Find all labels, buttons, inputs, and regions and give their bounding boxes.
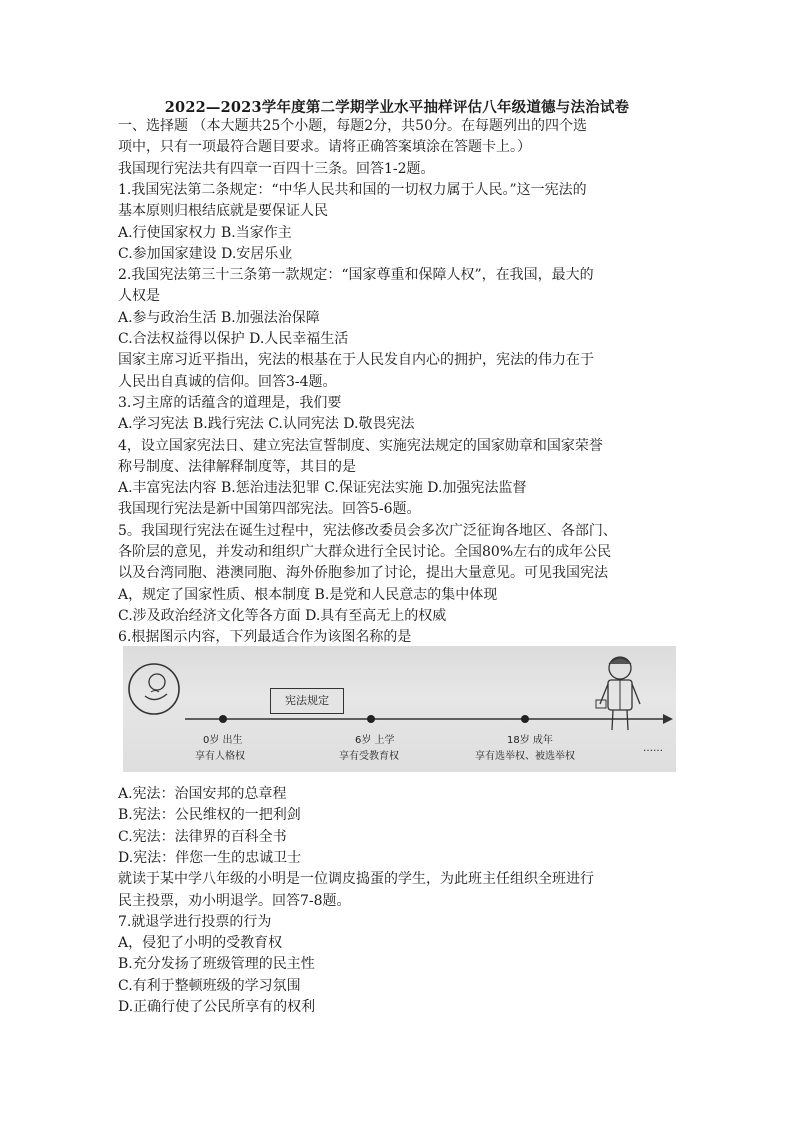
text-line: 基本原则归根结底就是要保证人民	[118, 203, 328, 220]
text-line: 人民出自真诚的信仰。回答3-4题。	[118, 373, 337, 390]
text-line: C.参加国家建设 D.安居乐业	[118, 245, 293, 262]
text-line: 5。我国现行宪法在诞生过程中，宪法修改委员会多次广泛征询各地区、各部门、	[118, 522, 617, 539]
stage-right-birth: 享有人格权	[195, 751, 245, 762]
text-line: 4，设立国家宪法日、建立宪法宣誓制度、实施宪法规定的国家勋章和国家荣誉	[118, 437, 603, 454]
text-line: 7.就退学进行投票的行为	[118, 913, 272, 930]
text-line: A，规定了国家性质、根本制度 B.是党和人民意志的集中体现	[118, 586, 498, 603]
text-line: 项中，只有一项最符合题目要求。请将正确答案填涂在答题卡上。）	[118, 139, 531, 156]
text-line: A.行使国家权力 B.当家作主	[118, 224, 292, 241]
text-line: 民主投票，劝小明退学。回答7-8题。	[118, 892, 351, 909]
stage-right-adult: 享有选举权、被选举权	[475, 751, 575, 762]
stage-age-birth: 0岁 出生	[203, 735, 243, 746]
text-line: 2.我国宪法第三十三条第一款规定：“国家尊重和保障人权”，在我国，最大的	[118, 267, 594, 284]
text-line: 我国现行宪法共有四章一百四十三条。回答1-2题。	[118, 160, 435, 177]
text-line: C.宪法：法律界的百科全书	[118, 828, 287, 845]
text-line: 国家主席习近平指出，宪法的根基在于人民发自内心的拥护，宪法的伟力在于	[118, 352, 594, 369]
text-line: 6.根据图示内容，下列最适合作为该图名称的是	[118, 629, 412, 646]
text-line: 称号制度、法律解释制度等，其目的是	[118, 458, 356, 475]
timeline-arrow-head	[663, 714, 673, 724]
stage-dot-adult	[521, 715, 529, 723]
exam-title: 2022—2023学年度第二学期学业水平抽样评估八年级道德与法治试卷	[164, 99, 630, 116]
text-line: C.有利于整顿班级的学习氛围	[118, 977, 301, 994]
text-line: 1.我国宪法第二条规定：“中华人民共和国的一切权力属于人民。”这一宪法的	[118, 181, 587, 198]
text-line: 以及台湾同胞、港澳同胞、海外侨胞参加了讨论，提出大量意见。可见我国宪法	[118, 565, 608, 582]
text-line: 各阶层的意见，并发动和组织广大群众进行全民讨论。全国80%左右的成年公民	[118, 544, 612, 560]
text-line: A.学习宪法 B.践行宪法 C.认同宪法 D.敬畏宪法	[118, 416, 415, 433]
text-line: A.宪法：治国安邦的总章程	[118, 786, 287, 802]
text-line: A，侵犯了小明的受教育权	[118, 935, 283, 952]
text-line: 我国现行宪法是新中国第四部宪法。回答5-6题。	[118, 501, 421, 518]
timeline-ellipsis: ……	[643, 743, 663, 754]
text-line: C.合法权益得以保护 D.人民幸福生活	[118, 331, 349, 347]
text-line: 人权是	[118, 288, 160, 305]
stage-age-adult: 18岁 成年	[507, 735, 553, 746]
text-line: D.宪法：伴您一生的忠诚卫士	[118, 849, 302, 866]
text-line: A.参与政治生活 B.加强法治保障	[118, 309, 320, 326]
stage-right-school: 享有受教育权	[339, 751, 399, 762]
text-line: B.宪法：公民维权的一把利剑	[118, 807, 301, 824]
text-line: 就读于某中学八年级的小明是一位调皮捣蛋的学生，为此班主任组织全班进行	[118, 871, 594, 888]
constitution-timeline-figure	[123, 646, 676, 772]
constitution-provision-box: 宪法规定	[270, 688, 344, 714]
baby-icon	[129, 664, 179, 714]
text-line: 一、选择题 （本大题共25个小题，每题2分，共50分。在每题列出的四个选	[118, 118, 587, 134]
text-line: C.涉及政治经济文化等各方面 D.具有至高无上的权威	[118, 607, 447, 624]
text-line: A.丰富宪法内容 B.惩治违法犯罪 C.保证宪法实施 D.加强宪法监督	[118, 480, 527, 497]
text-line: B.充分发扬了班级管理的民主性	[118, 956, 315, 973]
text-line: 3.习主席的话蕴含的道理是，我们要	[118, 394, 342, 411]
stage-age-school: 6岁 上学	[355, 735, 395, 746]
stage-dot-birth	[219, 715, 227, 723]
stage-dot-school	[367, 715, 375, 723]
text-line: D.正确行使了公民所享有的权利	[118, 999, 316, 1015]
